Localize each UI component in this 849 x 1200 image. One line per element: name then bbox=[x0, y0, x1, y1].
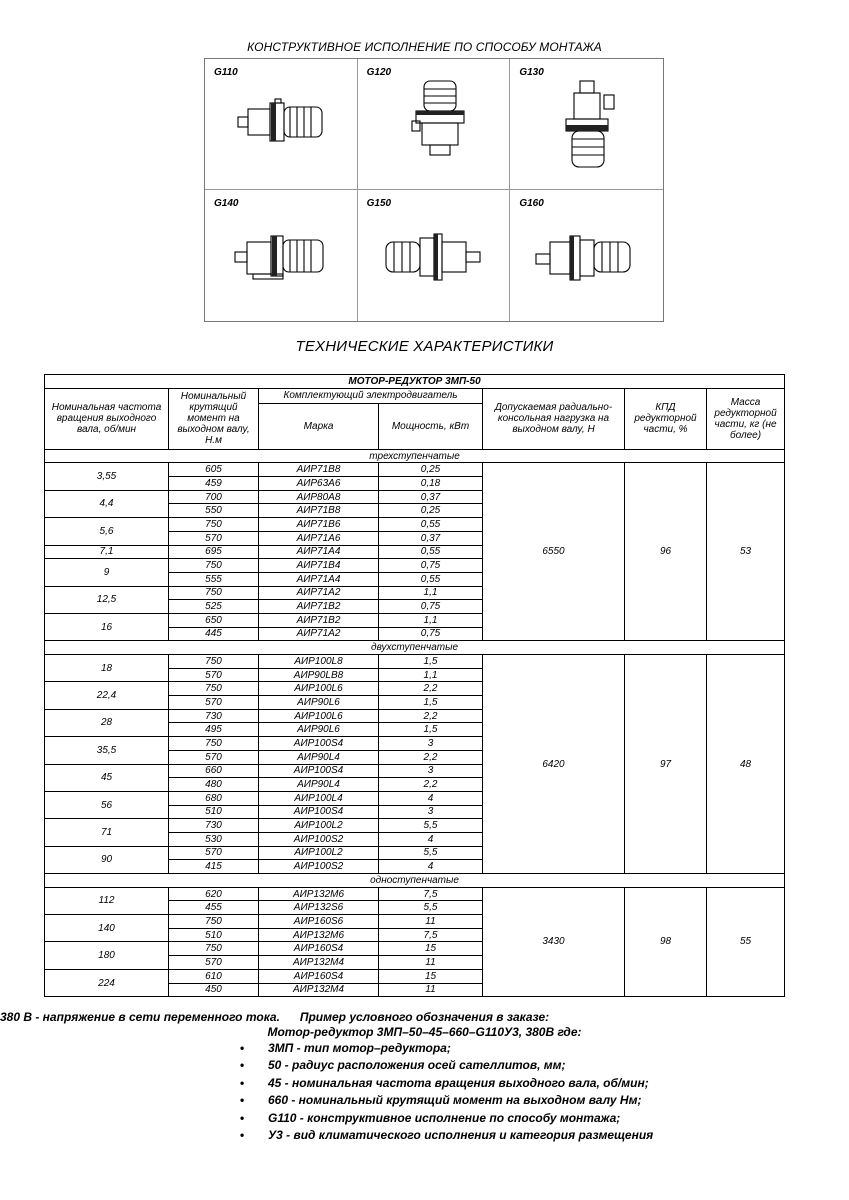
motor-power-cell: 2,2 bbox=[379, 682, 483, 696]
speed-cell: 140 bbox=[45, 915, 169, 942]
torque-cell: 750 bbox=[169, 915, 259, 929]
motor-power-cell: 0,75 bbox=[379, 600, 483, 614]
motor-brand-cell: АИР90L4 bbox=[259, 750, 379, 764]
torque-cell: 570 bbox=[169, 750, 259, 764]
section-row bbox=[45, 449, 785, 463]
motor-brand-cell: АИР100L8 bbox=[259, 655, 379, 669]
list-item: • 3МП - тип мотор–редуктора; bbox=[240, 1040, 653, 1057]
motor-power-cell: 1,1 bbox=[379, 586, 483, 600]
torque-cell: 445 bbox=[169, 627, 259, 641]
motor-power-cell: 0,55 bbox=[379, 518, 483, 532]
torque-cell: 570 bbox=[169, 846, 259, 860]
torque-cell: 570 bbox=[169, 668, 259, 682]
motor-power-cell: 3 bbox=[379, 805, 483, 819]
motor-brand-cell: АИР80А8 bbox=[259, 490, 379, 504]
bullet-icon: • bbox=[240, 1058, 245, 1073]
header-motor-group: Комплектующий электродвигатель bbox=[259, 388, 483, 403]
load-cell: 6420 bbox=[483, 655, 625, 874]
header-speed: Номинальная частота вращения выходного вала, об/мин bbox=[45, 388, 169, 449]
motor-power-cell: 15 bbox=[379, 942, 483, 956]
motor-brand-cell: АИР160S6 bbox=[259, 915, 379, 929]
motor-brand-cell: АИР100L2 bbox=[259, 819, 379, 833]
motor-brand-cell: АИР71В2 bbox=[259, 600, 379, 614]
header-load: Допускаемая радиально-консольная нагрузка на выходном валу, Н bbox=[483, 388, 625, 449]
bullet-icon: • bbox=[240, 1075, 245, 1090]
motor-brand-cell: АИР160S4 bbox=[259, 942, 379, 956]
motor-power-cell: 0,18 bbox=[379, 477, 483, 491]
mount-cell-g130 bbox=[510, 59, 663, 190]
torque-cell: 730 bbox=[169, 819, 259, 833]
list-item: • G110 - конструктивное исполнение по способу монтажа; bbox=[240, 1110, 653, 1127]
torque-cell: 750 bbox=[169, 559, 259, 573]
list-item: • 660 - номинальный крутящий момент на выходном валу Нм; bbox=[240, 1092, 653, 1109]
motor-brand-cell: АИР71В8 bbox=[259, 504, 379, 518]
motor-power-cell: 5,5 bbox=[379, 901, 483, 915]
motor-brand-cell: АИР160S4 bbox=[259, 969, 379, 983]
load-cell: 6550 bbox=[483, 463, 625, 641]
speed-cell: 22,4 bbox=[45, 682, 169, 709]
torque-cell: 555 bbox=[169, 572, 259, 586]
motor-brand-cell: АИР71А4 bbox=[259, 545, 379, 559]
motor-power-cell: 0,25 bbox=[379, 463, 483, 477]
motor-brand-cell: АИР132М6 bbox=[259, 887, 379, 901]
motor-brand-cell: АИР100S4 bbox=[259, 764, 379, 778]
motor-brand-cell: АИР132М6 bbox=[259, 928, 379, 942]
torque-cell: 750 bbox=[169, 586, 259, 600]
mass-cell: 55 bbox=[707, 887, 785, 997]
speed-cell: 4,4 bbox=[45, 490, 169, 517]
spec-table bbox=[44, 374, 785, 997]
motor-power-cell: 7,5 bbox=[379, 928, 483, 942]
motor-brand-cell: АИР63А6 bbox=[259, 477, 379, 491]
motor-power-cell: 1,5 bbox=[379, 655, 483, 669]
header-brand: Марка bbox=[259, 403, 379, 449]
motor-brand-cell: АИР71В2 bbox=[259, 613, 379, 627]
order-example-list bbox=[240, 1040, 653, 1144]
motor-brand-cell: АИР71А2 bbox=[259, 627, 379, 641]
list-item: • У3 - вид климатического исполнения и категория размещения bbox=[240, 1127, 653, 1144]
torque-cell: 550 bbox=[169, 504, 259, 518]
motor-power-cell: 1,1 bbox=[379, 668, 483, 682]
torque-cell: 570 bbox=[169, 956, 259, 970]
torque-cell: 525 bbox=[169, 600, 259, 614]
motor-power-cell: 0,25 bbox=[379, 504, 483, 518]
speed-cell: 5,6 bbox=[45, 518, 169, 545]
motor-brand-cell: АИР132М4 bbox=[259, 983, 379, 997]
speed-cell: 12,5 bbox=[45, 586, 169, 613]
bullet-icon: • bbox=[240, 1110, 245, 1125]
mount-cell-g110 bbox=[205, 59, 358, 190]
motor-brand-cell: АИР90L6 bbox=[259, 723, 379, 737]
torque-cell: 750 bbox=[169, 737, 259, 751]
motor-brand-cell: АИР71А4 bbox=[259, 572, 379, 586]
mount-label: G150 bbox=[366, 198, 392, 209]
motor-power-cell: 4 bbox=[379, 860, 483, 874]
motor-brand-cell: АИР90L4 bbox=[259, 778, 379, 792]
torque-cell: 620 bbox=[169, 887, 259, 901]
motor-brand-cell: АИР71В6 bbox=[259, 518, 379, 532]
motor-brand-cell: АИР71А6 bbox=[259, 531, 379, 545]
mount-cell-g140 bbox=[205, 190, 358, 321]
speed-cell: 16 bbox=[45, 613, 169, 640]
mount-label: G160 bbox=[519, 198, 544, 209]
torque-cell: 495 bbox=[169, 723, 259, 737]
speed-cell: 9 bbox=[45, 559, 169, 586]
motor-power-cell: 11 bbox=[379, 915, 483, 929]
torque-cell: 610 bbox=[169, 969, 259, 983]
torque-cell: 510 bbox=[169, 805, 259, 819]
motor-power-cell: 5,5 bbox=[379, 819, 483, 833]
mount-cell-g160 bbox=[510, 190, 663, 321]
speed-cell: 71 bbox=[45, 819, 169, 846]
gearmotor-vertical-up-icon bbox=[358, 59, 510, 189]
motor-brand-cell: АИР71В4 bbox=[259, 559, 379, 573]
gearmotor-flange-left-icon bbox=[358, 190, 510, 320]
tech-heading: ТЕХНИЧЕСКИЕ ХАРАКТЕРИСТИКИ bbox=[295, 338, 554, 355]
motor-power-cell: 5,5 bbox=[379, 846, 483, 860]
torque-cell: 750 bbox=[169, 942, 259, 956]
header-efficiency: КПД редукторной части, % bbox=[625, 388, 707, 449]
motor-brand-cell: АИР100L6 bbox=[259, 709, 379, 723]
motor-power-cell: 11 bbox=[379, 983, 483, 997]
motor-brand-cell: АИР100L6 bbox=[259, 682, 379, 696]
motor-brand-cell: АИР100S4 bbox=[259, 805, 379, 819]
torque-cell: 455 bbox=[169, 901, 259, 915]
header-mass: Масса редукторной части, кг (не более) bbox=[707, 388, 785, 449]
gearmotor-horizontal-icon bbox=[205, 59, 357, 189]
torque-cell: 450 bbox=[169, 983, 259, 997]
motor-brand-cell: АИР100L2 bbox=[259, 846, 379, 860]
motor-brand-cell: АИР132S6 bbox=[259, 901, 379, 915]
gearmotor-flange-right-icon bbox=[510, 190, 662, 320]
motor-power-cell: 11 bbox=[379, 956, 483, 970]
mount-label: G110 bbox=[214, 67, 238, 78]
speed-cell: 45 bbox=[45, 764, 169, 791]
speed-cell: 18 bbox=[45, 655, 169, 682]
motor-power-cell: 4 bbox=[379, 791, 483, 805]
motor-brand-cell: АИР132М4 bbox=[259, 956, 379, 970]
motor-brand-cell: АИР71А2 bbox=[259, 586, 379, 600]
speed-cell: 3,55 bbox=[45, 463, 169, 490]
torque-cell: 570 bbox=[169, 531, 259, 545]
torque-cell: 660 bbox=[169, 764, 259, 778]
speed-cell: 90 bbox=[45, 846, 169, 873]
table-row bbox=[45, 887, 785, 901]
motor-power-cell: 0,75 bbox=[379, 627, 483, 641]
motor-power-cell: 4 bbox=[379, 832, 483, 846]
motor-power-cell: 2,2 bbox=[379, 750, 483, 764]
header-power: Мощность, кВт bbox=[379, 403, 483, 449]
torque-cell: 750 bbox=[169, 682, 259, 696]
motor-power-cell: 1,5 bbox=[379, 723, 483, 737]
mounting-grid bbox=[204, 58, 664, 322]
header-torque: Номинальный крутящий момент на выходном валу, Н.м bbox=[169, 388, 259, 449]
speed-cell: 28 bbox=[45, 709, 169, 736]
section-row bbox=[45, 641, 785, 655]
torque-cell: 695 bbox=[169, 545, 259, 559]
mounting-heading: КОНСТРУКТИВНОЕ ИСПОЛНЕНИЕ ПО СПОСОБУ МОНТАЖА bbox=[247, 40, 602, 54]
load-cell: 3430 bbox=[483, 887, 625, 997]
torque-cell: 459 bbox=[169, 477, 259, 491]
speed-cell: 180 bbox=[45, 942, 169, 969]
motor-power-cell: 1,5 bbox=[379, 696, 483, 710]
speed-cell: 224 bbox=[45, 969, 169, 996]
mount-label: G140 bbox=[214, 198, 239, 209]
bullet-icon: • bbox=[240, 1041, 245, 1055]
order-example-voltage: 380 В - напряжение в сети переменного тока. bbox=[0, 1010, 280, 1024]
torque-cell: 750 bbox=[169, 518, 259, 532]
motor-power-cell: 2,2 bbox=[379, 778, 483, 792]
torque-cell: 570 bbox=[169, 696, 259, 710]
motor-power-cell: 0,75 bbox=[379, 559, 483, 573]
motor-power-cell: 1,1 bbox=[379, 613, 483, 627]
torque-cell: 415 bbox=[169, 860, 259, 874]
bullet-icon: • bbox=[240, 1093, 245, 1108]
torque-cell: 730 bbox=[169, 709, 259, 723]
mount-label: G130 bbox=[519, 67, 544, 78]
torque-cell: 605 bbox=[169, 463, 259, 477]
order-example-title: Пример условного обозначения в заказе: bbox=[299, 1010, 550, 1024]
motor-power-cell: 0,55 bbox=[379, 545, 483, 559]
motor-brand-cell: АИР100S2 bbox=[259, 832, 379, 846]
motor-brand-cell: АИР71В8 bbox=[259, 463, 379, 477]
table-row bbox=[45, 463, 785, 477]
speed-cell: 112 bbox=[45, 887, 169, 914]
motor-power-cell: 0,37 bbox=[379, 490, 483, 504]
motor-brand-cell: АИР90L6 bbox=[259, 696, 379, 710]
list-item: • 45 - номинальная частота вращения выходного вала, об/мин; bbox=[240, 1075, 653, 1092]
torque-cell: 510 bbox=[169, 928, 259, 942]
section-name: трехступенчатые bbox=[45, 449, 785, 463]
efficiency-cell: 97 bbox=[625, 655, 707, 874]
motor-brand-cell: АИР90LВ8 bbox=[259, 668, 379, 682]
motor-power-cell: 15 bbox=[379, 969, 483, 983]
mass-cell: 48 bbox=[707, 655, 785, 874]
torque-cell: 700 bbox=[169, 490, 259, 504]
motor-brand-cell: АИР100L4 bbox=[259, 791, 379, 805]
order-example-code: Мотор-редуктор 3МП–50–45–660–G110У3, 380В где: bbox=[267, 1025, 582, 1039]
section-row bbox=[45, 874, 785, 888]
speed-cell: 35,5 bbox=[45, 737, 169, 764]
motor-brand-cell: АИР100S4 bbox=[259, 737, 379, 751]
speed-cell: 56 bbox=[45, 791, 169, 818]
torque-cell: 530 bbox=[169, 832, 259, 846]
table-title: МОТОР-РЕДУКТОР 3МП-50 bbox=[45, 375, 785, 389]
mass-cell: 53 bbox=[707, 463, 785, 641]
motor-power-cell: 3 bbox=[379, 764, 483, 778]
list-item: • 50 - радиус расположения осей сателлитов, мм; bbox=[240, 1057, 653, 1074]
section-name: одноступенчатые bbox=[45, 874, 785, 888]
speed-cell: 7,1 bbox=[45, 545, 169, 559]
motor-power-cell: 0,55 bbox=[379, 572, 483, 586]
mount-cell-g150 bbox=[358, 190, 511, 321]
motor-power-cell: 2,2 bbox=[379, 709, 483, 723]
mount-cell-g120 bbox=[358, 59, 511, 190]
gearmotor-horizontal-foot-icon bbox=[205, 190, 357, 320]
motor-brand-cell: АИР100S2 bbox=[259, 860, 379, 874]
efficiency-cell: 98 bbox=[625, 887, 707, 997]
efficiency-cell: 96 bbox=[625, 463, 707, 641]
section-name: двухступенчатые bbox=[45, 641, 785, 655]
gearmotor-vertical-down-icon bbox=[510, 59, 662, 189]
motor-power-cell: 3 bbox=[379, 737, 483, 751]
torque-cell: 650 bbox=[169, 613, 259, 627]
mount-label: G120 bbox=[366, 67, 392, 78]
table-row bbox=[45, 655, 785, 669]
bullet-icon: • bbox=[240, 1128, 245, 1143]
motor-power-cell: 7,5 bbox=[379, 887, 483, 901]
torque-cell: 480 bbox=[169, 778, 259, 792]
torque-cell: 750 bbox=[169, 655, 259, 669]
torque-cell: 680 bbox=[169, 791, 259, 805]
motor-power-cell: 0,37 bbox=[379, 531, 483, 545]
